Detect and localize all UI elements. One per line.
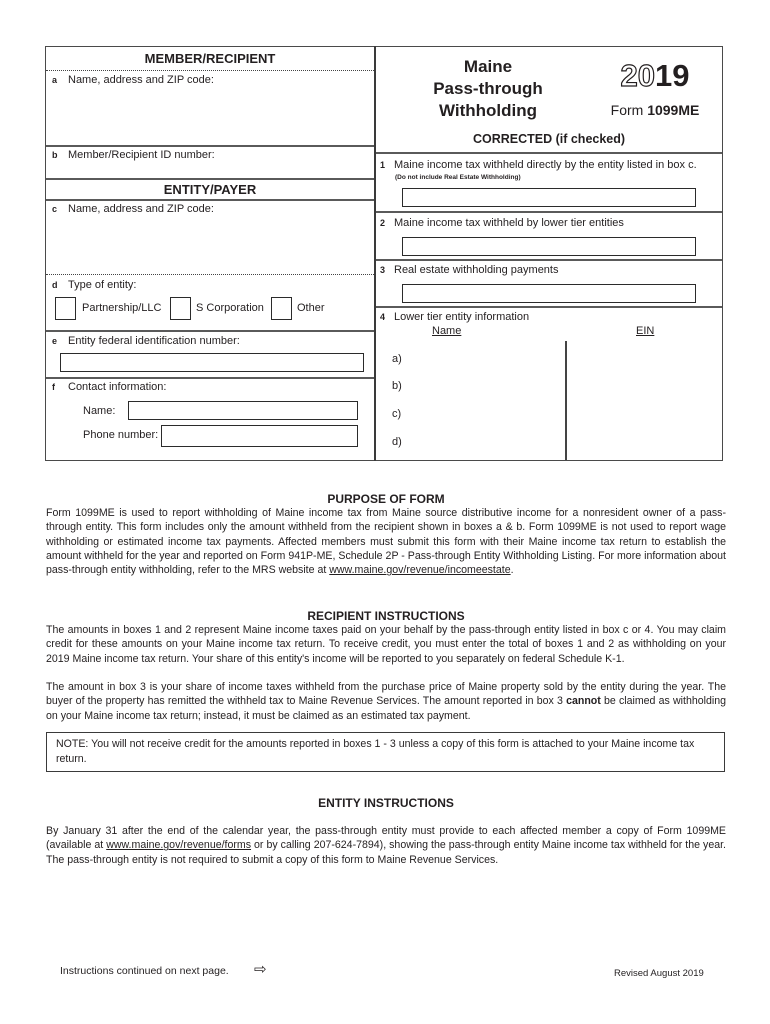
box3-amount-input[interactable] <box>402 284 696 303</box>
field-d-text: Type of entity: <box>68 279 137 291</box>
tax-year-solid: 19 <box>655 58 690 93</box>
field-a-letter: a <box>52 75 58 85</box>
other-entity-label: Other <box>297 302 325 314</box>
box4-row-a-ein-input[interactable] <box>570 348 718 370</box>
field-f-letter: f <box>52 382 55 392</box>
form-title <box>378 56 598 122</box>
purpose-title: PURPOSE OF FORM <box>327 492 445 506</box>
recipient-para-2-end: be claimed as withholding on your Maine income tax return; instead, it must be claimed as an estimated tax payment. <box>46 695 726 722</box>
box2-number: 2 <box>380 218 386 228</box>
box4-row-c-name-input[interactable] <box>410 403 560 425</box>
field-b-label <box>52 149 215 161</box>
field-e-label <box>52 335 240 347</box>
field-d-letter: d <box>52 280 58 290</box>
box4-name-column-header: Name <box>432 325 462 337</box>
corrected-label[interactable]: CORRECTED (if checked) <box>472 132 626 146</box>
field-a-text: Name, address and ZIP code: <box>68 74 214 86</box>
entity-text-start: By January 31 after the end of the calendar year, the pass-through entity must provide to each affected member a copy of Form 1099ME (available at <box>46 825 726 852</box>
entity-text-end: or by calling 207-624-7894), showing the pass-through entity Maine income tax withheld for the year. The pass-through entity is not required to submit a copy of this form to Maine Revenue Services. <box>46 839 726 866</box>
instructions-continued: Instructions continued on next page. <box>60 965 229 977</box>
tax-year-outline: 20 <box>620 58 655 93</box>
divider <box>46 70 374 71</box>
form-number-value: 1099ME <box>647 102 700 118</box>
box4-text: Lower tier entity information <box>394 311 530 323</box>
box2-label <box>380 217 624 229</box>
form-prefix: Form <box>610 102 644 118</box>
partnership-llc-checkbox[interactable] <box>55 297 76 320</box>
box4-row-c-label: c) <box>392 408 402 420</box>
box1-note: (Do not include Real Estate Withholding) <box>395 174 521 181</box>
box2-amount-input[interactable] <box>402 237 696 256</box>
box4-row-b-name-input[interactable] <box>410 375 560 397</box>
divider <box>46 377 374 379</box>
contact-phone-label: Phone number: <box>83 429 159 441</box>
divider <box>376 259 722 261</box>
recipient-para-2-start: The amount in box 3 is your share of income taxes withheld from the purchase price of Maine property sold by the entity during the year. The buyer of the property has remitted the withheld tax to Maine Revenue Services. The amount reported in box 3 <box>46 681 726 708</box>
field-d-label <box>52 279 136 291</box>
field-b-letter: b <box>52 150 58 160</box>
title-line-1: Maine <box>463 57 513 76</box>
box1-text: Maine income tax withheld directly by the entity listed in box c. <box>394 159 697 171</box>
divider <box>46 178 374 180</box>
form-number <box>590 102 720 118</box>
contact-name-label: Name: <box>83 405 116 417</box>
box3-label <box>380 264 558 276</box>
box4-row-a-name-input[interactable] <box>410 348 560 370</box>
divider <box>376 152 722 154</box>
field-c-label <box>52 203 214 215</box>
incomeestate-link[interactable]: www.maine.gov/revenue/incomeestate <box>329 564 511 577</box>
divider <box>46 274 374 275</box>
arrow-right-icon: ⇨ <box>254 961 267 978</box>
forms-link[interactable]: www.maine.gov/revenue/forms <box>106 839 252 852</box>
divider <box>46 145 374 147</box>
box4-ein-column-header: EIN <box>636 325 655 337</box>
field-e-text: Entity federal identification number: <box>68 335 240 347</box>
member-name-address-input[interactable] <box>46 88 374 145</box>
box4-row-b-label: b) <box>392 380 402 392</box>
recipient-para-2-bold: cannot <box>566 695 601 708</box>
field-f-label <box>52 381 166 393</box>
field-a-label <box>52 74 214 86</box>
divider <box>46 199 374 201</box>
entity-ein-input[interactable] <box>60 353 364 372</box>
box4-row-a-label: a) <box>392 353 402 365</box>
member-id-input[interactable] <box>46 162 374 178</box>
entity-name-address-input[interactable] <box>46 217 374 273</box>
recipient-instructions-title: RECIPIENT INSTRUCTIONS <box>307 609 465 623</box>
box3-number: 3 <box>380 265 386 275</box>
box4-row-c-ein-input[interactable] <box>570 403 718 425</box>
title-line-3: Withholding <box>438 101 538 120</box>
box3-text: Real estate withholding payments <box>394 264 559 276</box>
revised-date: Revised August 2019 <box>614 968 704 979</box>
contact-phone-input[interactable] <box>161 425 358 447</box>
note-box: NOTE: You will not receive credit for the amounts reported in boxes 1 - 3 unless a copy of this form is attached to your Maine income tax return. <box>46 732 725 772</box>
recipient-para-1: The amounts in boxes 1 and 2 represent Maine income taxes paid on your behalf by the pass-through entity listed in box c or 4. You may claim credit for these amounts on your Maine income tax return. To receive credit, you must enter the total of boxes 1 and 2 as withholding on your 2019 Maine income tax return. Your share of this entity's income will be reported to you separately on federal Schedule K-1. <box>46 624 726 665</box>
divider <box>376 306 722 308</box>
entity-instructions-title: ENTITY INSTRUCTIONS <box>318 796 454 810</box>
other-entity-checkbox[interactable] <box>271 297 292 320</box>
field-f-text: Contact information: <box>68 381 167 393</box>
column-divider <box>374 46 376 461</box>
box4-row-d-name-input[interactable] <box>410 431 560 453</box>
box4-column-divider <box>565 341 567 460</box>
box1-label <box>380 159 697 171</box>
box4-row-d-ein-input[interactable] <box>570 431 718 453</box>
title-line-2: Pass-through <box>433 79 543 98</box>
s-corporation-label: S Corporation <box>196 302 264 314</box>
member-recipient-header: MEMBER/RECIPIENT <box>144 51 276 66</box>
divider <box>46 330 374 332</box>
field-c-text: Name, address and ZIP code: <box>68 203 214 215</box>
divider <box>376 211 722 213</box>
entity-instructions-text <box>46 824 726 867</box>
field-e-letter: e <box>52 336 58 346</box>
contact-name-input[interactable] <box>128 401 358 420</box>
box4-label <box>380 311 529 323</box>
field-c-letter: c <box>52 204 58 214</box>
box1-amount-input[interactable] <box>402 188 696 207</box>
box2-text: Maine income tax withheld by lower tier entities <box>394 217 624 229</box>
s-corporation-checkbox[interactable] <box>170 297 191 320</box>
purpose-text <box>46 506 726 577</box>
purpose-body: Form 1099ME is used to report withholding of Maine income tax from Maine source distributive income for a nonresident owner of a pass-through entity. This form includes only the amount withheld from the recipient shown in boxes a & b. Form 1099ME is not used to report wage withholding or estimated income tax payments. Affected members must submit this form with their Maine income tax return to establish the amount withheld for the year and reported on Form 941P-ME, Schedule 2P - Pass-through Entity Withholding Listing. For more information about pass-through entity withholding, refer to the MRS website at <box>46 507 726 577</box>
box4-number: 4 <box>380 312 386 322</box>
recipient-para-2 <box>46 680 726 723</box>
tax-year <box>600 58 710 94</box>
partnership-llc-label: Partnership/LLC <box>82 302 162 314</box>
field-b-text: Member/Recipient ID number: <box>68 149 215 161</box>
box1-number: 1 <box>380 160 386 170</box>
entity-payer-header: ENTITY/PAYER <box>163 182 257 197</box>
box4-row-d-label: d) <box>392 436 402 448</box>
box4-row-b-ein-input[interactable] <box>570 375 718 397</box>
purpose-end: . <box>510 564 514 577</box>
